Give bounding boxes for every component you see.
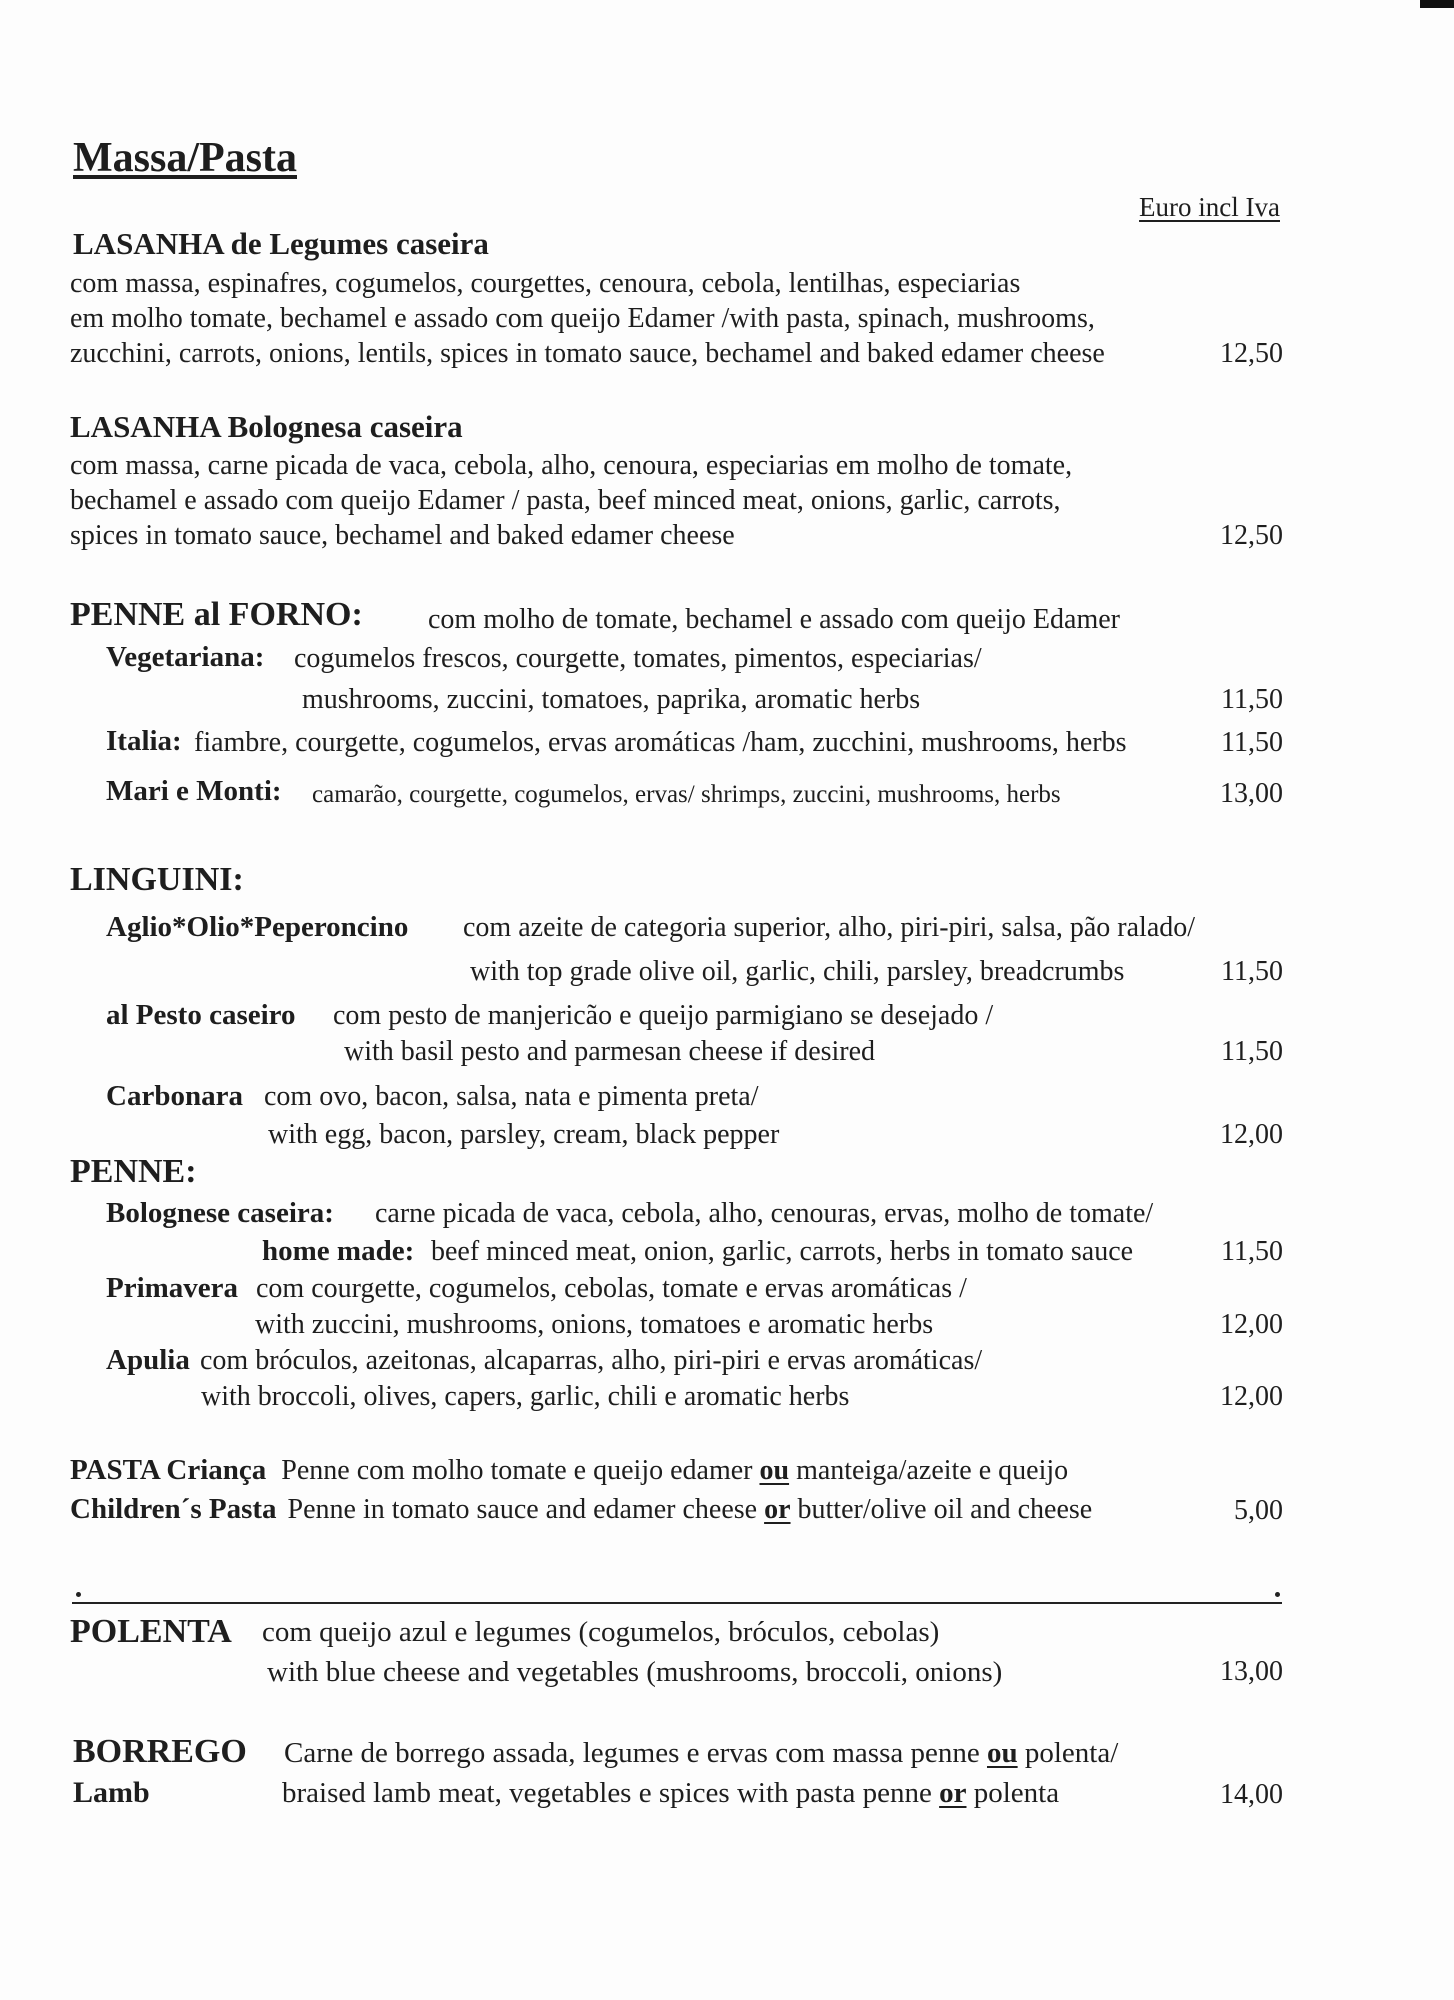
apulia-name: Apulia — [106, 1344, 190, 1376]
borrego-desc: polenta/ — [1024, 1737, 1119, 1769]
lasanha-legumes-line: com massa, espinafres, cogumelos, courgettes, cenoura, cebola, lentilhas, especiarias — [70, 268, 1021, 299]
lasanha-bolognesa-line: bechamel e assado com queijo Edamer / pasta, beef minced meat, onions, garlic, carrots, — [70, 485, 1061, 516]
divider-dot — [76, 1592, 81, 1597]
page-title: Massa/Pasta — [73, 135, 297, 181]
pasta-crianca-or: ou — [759, 1455, 790, 1486]
section-divider — [72, 1602, 1282, 1604]
pasta-crianca-desc: Penne com molho tomate e queijo edamer — [281, 1455, 753, 1486]
scan-edge-mark — [1420, 0, 1454, 8]
carbonara-line: with egg, bacon, parsley, cream, black pepper — [268, 1119, 780, 1150]
penne-forno-desc: com molho de tomate, bechamel e assado com queijo Edamer — [428, 604, 1120, 635]
lasanha-legumes-name: LASANHA de Legumes caseira — [73, 226, 489, 261]
pasta-crianca-price: 5,00 — [1234, 1495, 1283, 1526]
childrens-pasta-or: or — [764, 1494, 791, 1525]
borrego-name: BORREGO — [73, 1733, 247, 1770]
aglio-olio-price: 11,50 — [1221, 956, 1283, 987]
penne-heading: PENNE: — [70, 1153, 197, 1190]
italia-name: Italia: — [106, 725, 182, 757]
primavera-price: 12,00 — [1220, 1309, 1283, 1340]
lamb-or: or — [939, 1777, 967, 1809]
mari-monti-price: 13,00 — [1220, 778, 1283, 809]
childrens-pasta-desc: butter/olive oil and cheese — [797, 1494, 1093, 1525]
mari-monti-name: Mari e Monti: — [106, 775, 282, 807]
vegetariana-line: cogumelos frescos, courgette, tomates, pimentos, especiarias/ — [294, 643, 982, 674]
lasanha-bolognesa-line: com massa, carne picada de vaca, cebola, alho, cenoura, especiarias em molho de tomate, — [70, 450, 1073, 481]
linguini-heading: LINGUINI: — [70, 861, 244, 898]
bolognese-name-en: home made: — [262, 1235, 415, 1267]
vegetariana-name: Vegetariana: — [106, 641, 265, 673]
currency-note: Euro incl Iva — [1139, 192, 1280, 222]
pesto-line: with basil pesto and parmesan cheese if desired — [344, 1036, 876, 1067]
pesto-price: 11,50 — [1221, 1036, 1283, 1067]
bolognese-line: beef minced meat, onion, garlic, carrots, herbs in tomato sauce — [431, 1236, 1134, 1267]
pasta-crianca-desc: manteiga/azeite e queijo — [796, 1455, 1069, 1486]
primavera-line: com courgette, cogumelos, cebolas, tomate e ervas aromáticas / — [256, 1273, 967, 1304]
polenta-line: com queijo azul e legumes (cogumelos, bróculos, cebolas) — [262, 1616, 940, 1648]
vegetariana-price: 11,50 — [1221, 684, 1283, 715]
lasanha-legumes-price: 12,50 — [1220, 338, 1283, 369]
italia-price: 11,50 — [1221, 727, 1283, 758]
aglio-olio-line: com azeite de categoria superior, alho, piri-piri, salsa, pão ralado/ — [463, 912, 1196, 943]
lasanha-legumes-line: zucchini, carrots, onions, lentils, spices in tomato sauce, bechamel and baked edamer cheese — [70, 338, 1105, 369]
vegetariana-line: mushrooms, zuccini, tomatoes, paprika, aromatic herbs — [302, 684, 921, 715]
carbonara-name: Carbonara — [106, 1080, 243, 1112]
apulia-line: com bróculos, azeitonas, alcaparras, alho, piri-piri e ervas aromáticas/ — [200, 1345, 983, 1376]
pasta-crianca-line-pt — [70, 1456, 1068, 1485]
childrens-pasta-name: Children´s Pasta — [70, 1493, 277, 1525]
lamb-name: Lamb — [73, 1776, 150, 1809]
aglio-olio-name: Aglio*Olio*Peperoncino — [106, 911, 409, 943]
lamb-desc: braised lamb meat, vegetables e spices with pasta penne — [282, 1777, 932, 1809]
lamb-desc: polenta — [973, 1777, 1060, 1809]
pasta-crianca-name: PASTA Criança — [70, 1454, 267, 1486]
lasanha-bolognesa-line: spices in tomato sauce, bechamel and baked edamer cheese — [70, 520, 735, 551]
lasanha-bolognesa-name: LASANHA Bolognesa caseira — [70, 409, 463, 444]
carbonara-line: com ovo, bacon, salsa, nata e pimenta preta/ — [264, 1081, 759, 1112]
aglio-olio-line: with top grade olive oil, garlic, chili, parsley, breadcrumbs — [470, 956, 1125, 987]
mari-monti-line: camarão, courgette, cogumelos, ervas/ shrimps, zuccini, mushrooms, herbs — [312, 781, 1061, 808]
borrego-line-pt — [284, 1739, 1118, 1768]
childrens-pasta-line-en — [70, 1495, 1092, 1524]
borrego-price: 14,00 — [1220, 1779, 1283, 1810]
polenta-line: with blue cheese and vegetables (mushrooms, broccoli, onions) — [267, 1656, 1003, 1688]
polenta-price: 13,00 — [1220, 1656, 1283, 1687]
apulia-price: 12,00 — [1220, 1381, 1283, 1412]
borrego-desc: Carne de borrego assada, legumes e ervas com massa penne — [284, 1737, 980, 1769]
lamb-line-en — [282, 1779, 1059, 1808]
polenta-name: POLENTA — [70, 1613, 232, 1650]
apulia-line: with broccoli, olives, capers, garlic, chili e aromatic herbs — [201, 1381, 850, 1412]
carbonara-price: 12,00 — [1220, 1119, 1283, 1150]
bolognese-price: 11,50 — [1221, 1236, 1283, 1267]
bolognese-line: carne picada de vaca, cebola, alho, cenouras, ervas, molho de tomate/ — [375, 1198, 1154, 1229]
lasanha-legumes-line: em molho tomate, bechamel e assado com queijo Edamer /with pasta, spinach, mushrooms, — [70, 303, 1095, 334]
divider-dot — [1275, 1592, 1280, 1597]
childrens-pasta-desc: Penne in tomato sauce and edamer cheese — [287, 1494, 758, 1525]
italia-line: fiambre, courgette, cogumelos, ervas aromáticas /ham, zucchini, mushrooms, herbs — [194, 727, 1127, 758]
bolognese-name: Bolognese caseira: — [106, 1197, 334, 1229]
pesto-line: com pesto de manjericão e queijo parmigiano se desejado / — [333, 1000, 994, 1031]
lasanha-bolognesa-price: 12,50 — [1220, 520, 1283, 551]
penne-forno-heading: PENNE al FORNO: — [70, 596, 363, 633]
borrego-or: ou — [986, 1737, 1018, 1769]
primavera-line: with zuccini, mushrooms, onions, tomatoes e aromatic herbs — [255, 1309, 934, 1340]
primavera-name: Primavera — [106, 1272, 239, 1304]
pesto-name: al Pesto caseiro — [106, 999, 296, 1031]
